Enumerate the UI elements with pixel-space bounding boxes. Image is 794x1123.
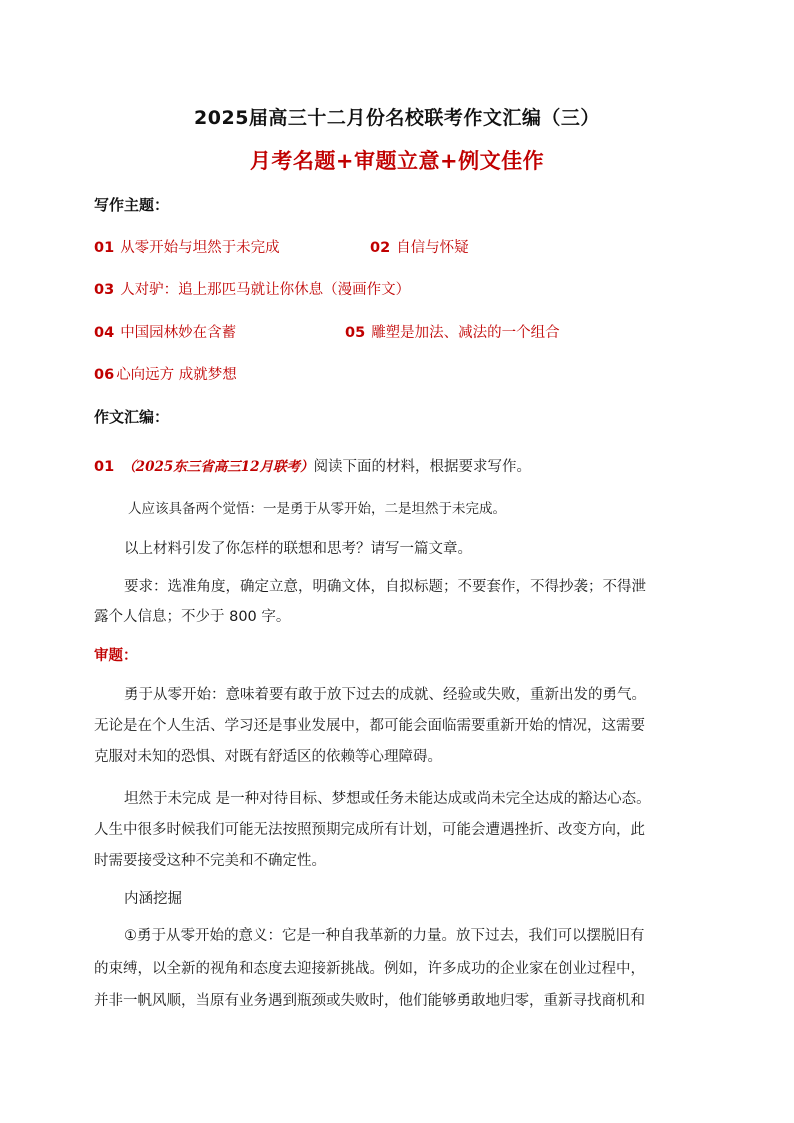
topic-text: 自信与怀疑 bbox=[396, 240, 469, 256]
paragraph-line: 人生中很多时候我们可能无法按照预期完成所有计划，可能会遭遇挫折、改变方向，此 bbox=[94, 822, 645, 838]
essay-source: （2025东三省高三12月联考） bbox=[122, 459, 314, 475]
paragraph-line: 无论是在个人生活、学习还是事业发展中，都可能会面临需要重新开始的情况，这需要 bbox=[94, 718, 645, 734]
essay-prompt: 以上材料引发了你怎样的联想和思考？请写一篇文章。 bbox=[124, 541, 472, 557]
topic-number: 05 bbox=[345, 325, 366, 341]
paragraph-line: 坦然于未完成 是一种对待目标、梦想或任务未能达成或尚未完全达成的豁达心态。 bbox=[124, 791, 651, 807]
section-heading-topics: 写作主题： bbox=[94, 196, 170, 214]
topic-text: 人对驴：追上那匹马就让你休息（漫画作文） bbox=[120, 282, 411, 298]
topic-item bbox=[94, 236, 280, 257]
topic-number: 04 bbox=[94, 325, 115, 341]
topic-number: 03 bbox=[94, 282, 115, 298]
essay-header bbox=[94, 455, 531, 476]
paragraph-line: 勇于从零开始：意味着要有敢于放下过去的成就、经验或失败，重新出发的勇气。 bbox=[124, 687, 646, 703]
topic-item bbox=[345, 321, 560, 342]
analysis-label: 审题： bbox=[94, 648, 138, 664]
section-heading-essays: 作文汇编： bbox=[94, 408, 170, 426]
topic-text: 从零开始与坦然于未完成 bbox=[120, 240, 280, 256]
essay-requirement: 露个人信息；不少于 800 字。 bbox=[94, 609, 291, 625]
topic-number: 01 bbox=[94, 240, 115, 256]
topic-text: 中国园林妙在含蓄 bbox=[120, 325, 237, 341]
topic-item bbox=[94, 363, 237, 384]
paragraph-line: 的束缚，以全新的视角和态度去迎接新挑战。例如，许多成功的企业家在创业过程中， bbox=[94, 961, 645, 977]
topic-number: 02 bbox=[370, 240, 391, 256]
topic-item bbox=[370, 236, 469, 257]
essay-intro: 阅读下面的材料，根据要求写作。 bbox=[313, 459, 532, 475]
essay-number: 01 bbox=[94, 459, 115, 475]
paragraph-line: ①勇于从零开始的意义：它是一种自我革新的力量。放下过去，我们可以摆脱旧有 bbox=[124, 928, 645, 944]
paragraph-line: 并非一帆风顺，当原有业务遇到瓶颈或失败时，他们能够勇敢地归零，重新寻找商机和 bbox=[94, 993, 645, 1009]
topic-item bbox=[94, 278, 410, 299]
topic-text: 雕塑是加法、减法的一个组合 bbox=[371, 325, 560, 341]
paragraph-heading: 内涵挖掘 bbox=[124, 891, 182, 907]
topic-item bbox=[94, 321, 236, 342]
essay-material: 人应该具备两个觉悟：一是勇于从零开始，二是坦然于未完成。 bbox=[128, 501, 506, 517]
paragraph-line: 克服对未知的恐惧、对既有舒适区的依赖等心理障碍。 bbox=[94, 749, 442, 765]
document-title: 2025届高三十二月份名校联考作文汇编（三） bbox=[194, 107, 600, 129]
essay-requirement: 要求：选准角度，确定立意，明确文体，自拟标题；不要套作，不得抄袭；不得泄 bbox=[124, 579, 646, 595]
paragraph-line: 时需要接受这种不完美和不确定性。 bbox=[94, 853, 326, 869]
topic-text: 心向远方 成就梦想 bbox=[116, 367, 237, 383]
topic-number: 06 bbox=[94, 367, 115, 383]
document-subtitle: 月考名题+审题立意+例文佳作 bbox=[249, 149, 545, 173]
